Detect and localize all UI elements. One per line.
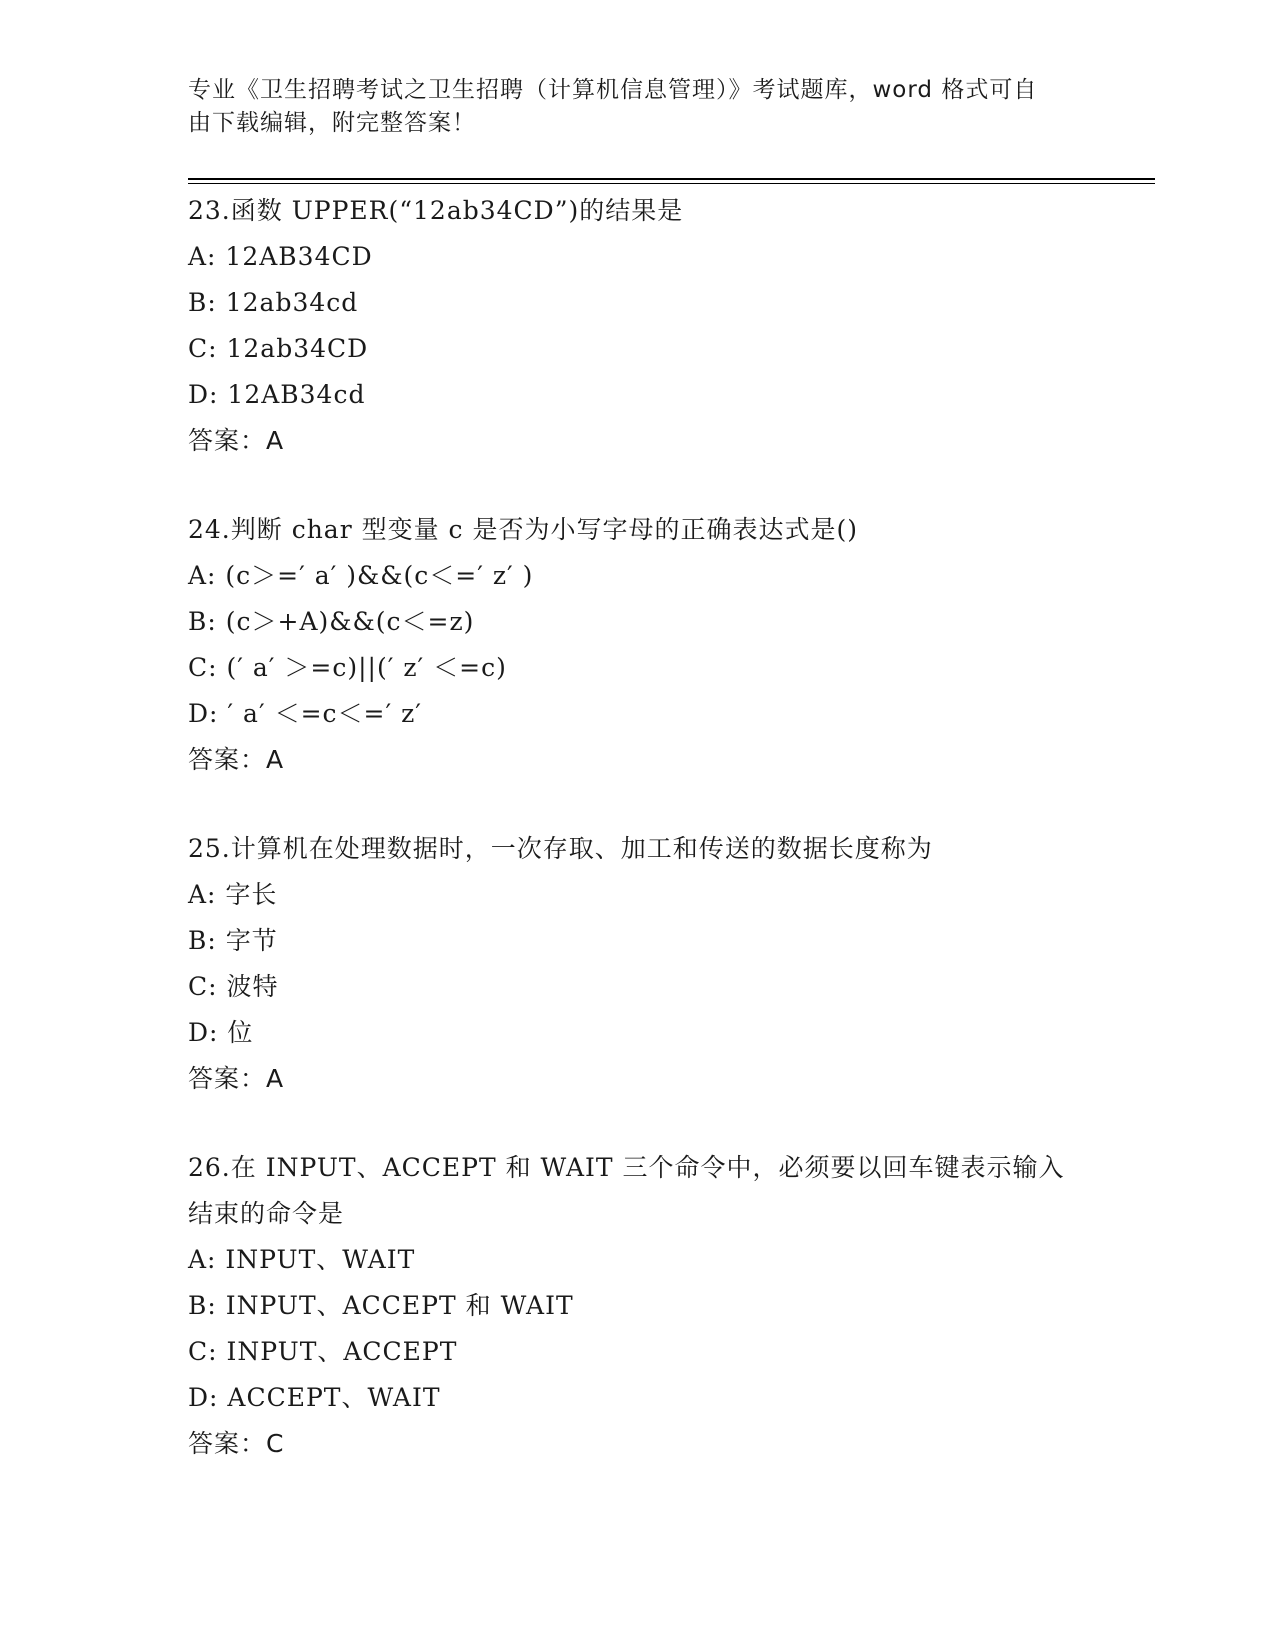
- option-d: D: ACCEPT、WAIT: [188, 1383, 441, 1412]
- question-23: [188, 188, 1088, 464]
- option-d: D: 12AB34cd: [188, 380, 366, 409]
- header-divider-thin: [188, 183, 1155, 184]
- option-b: B: (c＞+A)&&(c＜=z): [188, 607, 475, 636]
- answer-key: 答案：A: [188, 1064, 285, 1093]
- answer-key: 答案：C: [188, 1429, 285, 1458]
- answer-key: 答案：A: [188, 745, 285, 774]
- header-line-1: 专业《卫生招聘考试之卫生招聘（计算机信息管理）》考试题库，word 格式可自: [188, 77, 1038, 103]
- answer-key: 答案：A: [188, 426, 285, 455]
- option-a: A: 字长: [188, 880, 278, 909]
- question-stem: 25.计算机在处理数据时，一次存取、加工和传送的数据长度称为: [188, 834, 933, 863]
- question-stem: 24.判断 char 型变量 c 是否为小写字母的正确表达式是(): [188, 515, 859, 544]
- option-b: B: INPUT、ACCEPT 和 WAIT: [188, 1291, 574, 1320]
- header-divider-thick: [188, 178, 1155, 180]
- option-a: A: (c＞=′ a′ )&&(c＜=′ z′ ): [188, 561, 534, 590]
- option-a: A: INPUT、WAIT: [188, 1245, 416, 1274]
- question-24: [188, 507, 1088, 783]
- option-c: C: INPUT、ACCEPT: [188, 1337, 458, 1366]
- question-25: [188, 826, 1088, 1102]
- option-d: D: 位: [188, 1018, 254, 1047]
- option-d: D: ′ a′ ＜=c＜=′ z′: [188, 699, 422, 728]
- option-a: A: 12AB34CD: [188, 242, 373, 271]
- option-b: B: 12ab34cd: [188, 288, 359, 317]
- option-c: C: 波特: [188, 972, 279, 1001]
- question-26: [188, 1145, 1088, 1467]
- question-stem: 23.函数 UPPER(“12ab34CD”)的结果是: [188, 196, 684, 225]
- question-list: [188, 188, 1088, 1467]
- header-line-2: 由下载编辑，附完整答案！: [188, 110, 476, 136]
- question-stem: 26.在 INPUT、ACCEPT 和 WAIT 三个命令中，必须要以回车键表示输入: [188, 1153, 1065, 1182]
- question-stem-continued: 结束的命令是: [188, 1199, 345, 1228]
- option-c: C: (′ a′ ＞=c)||(′ z′ ＜=c): [188, 653, 507, 682]
- option-b: B: 字节: [188, 926, 278, 955]
- option-c: C: 12ab34CD: [188, 334, 369, 363]
- document-header: [188, 74, 1068, 140]
